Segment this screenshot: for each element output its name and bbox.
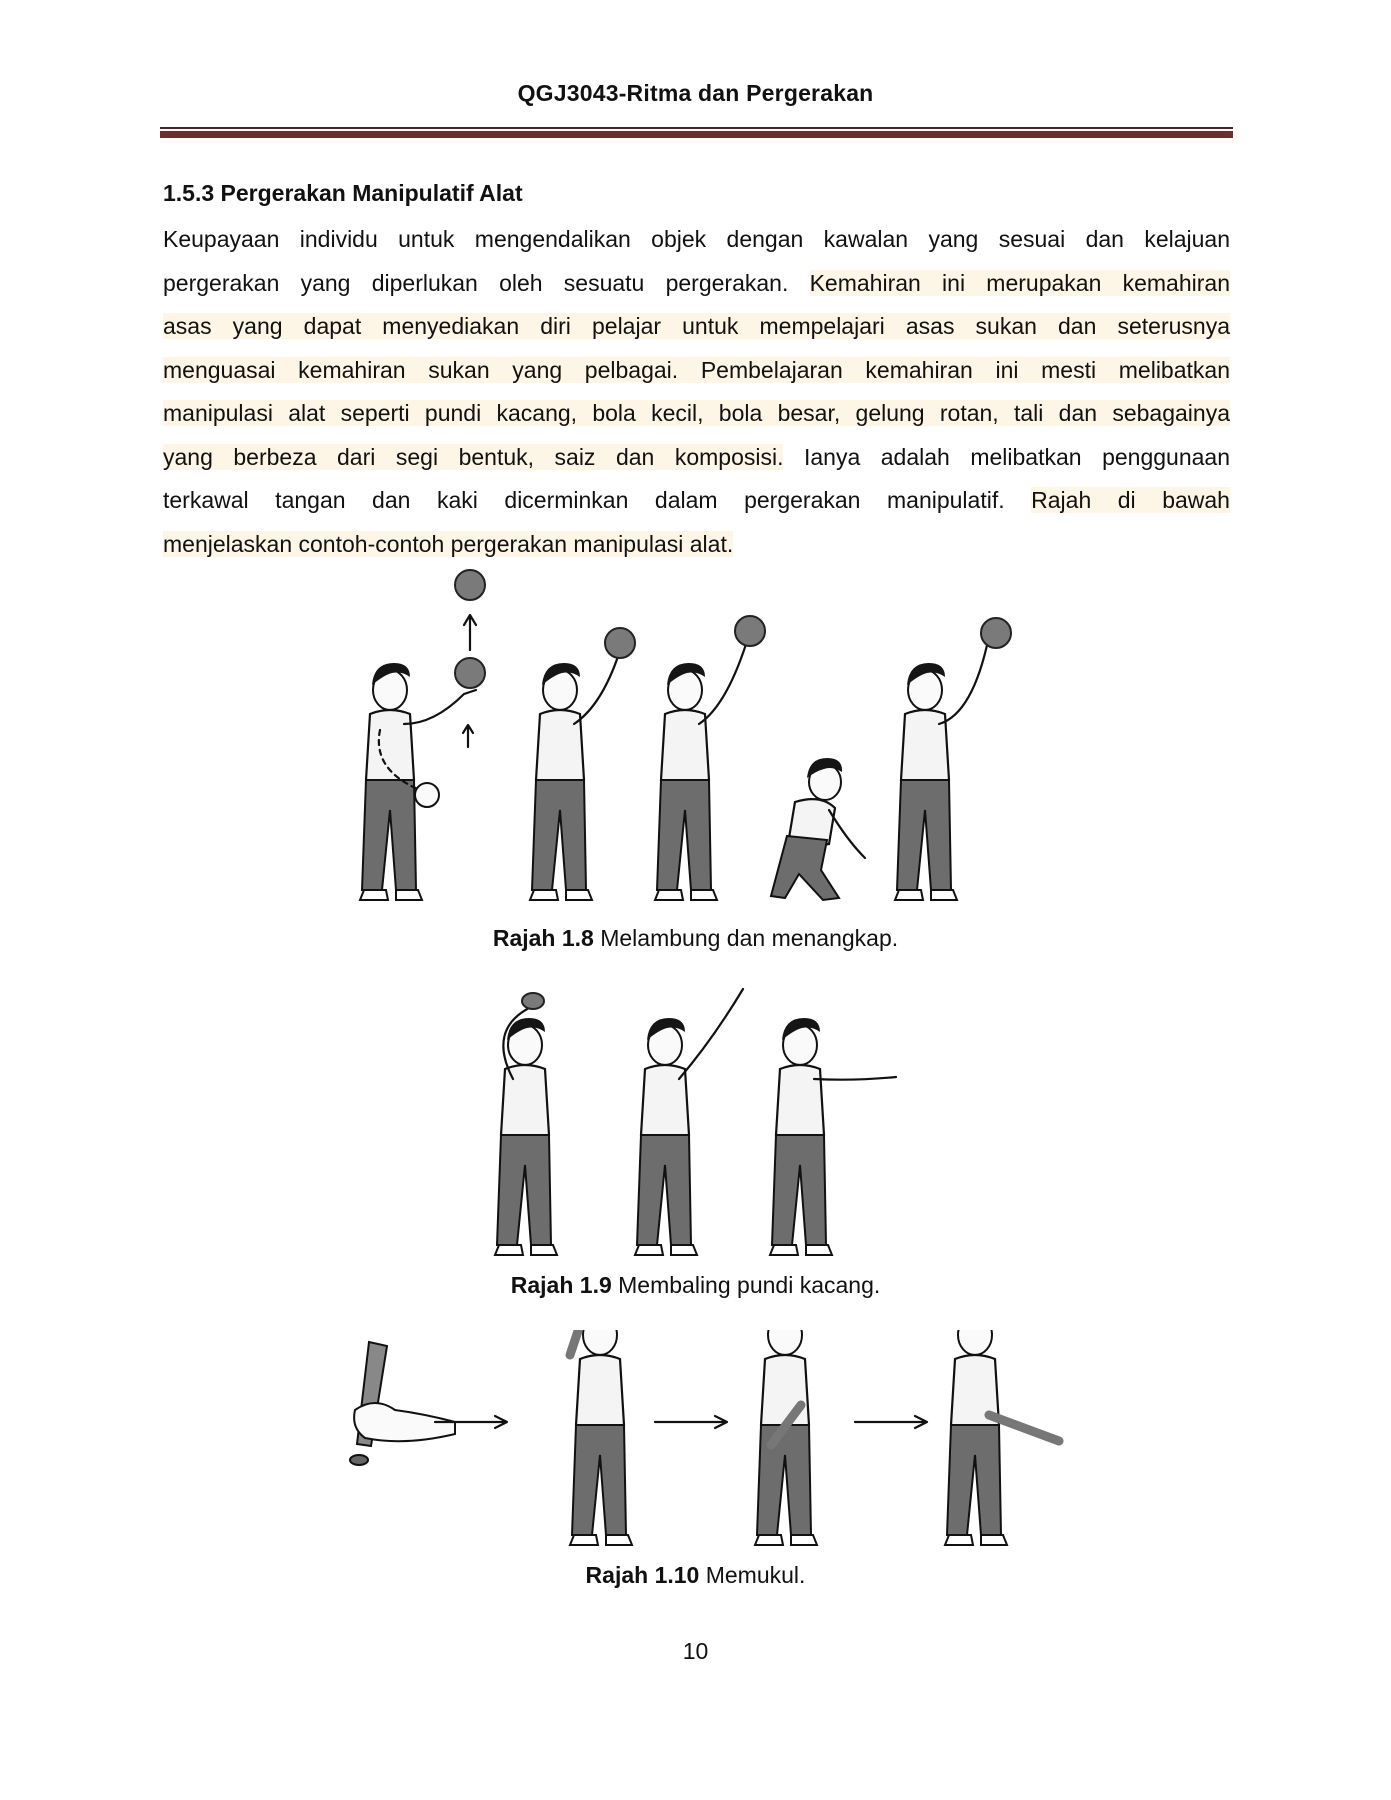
figure-1-9-boy-2	[635, 989, 743, 1255]
figure-1-8-ball-3	[735, 616, 765, 646]
figure-1-8-ball-2	[605, 628, 635, 658]
highlighted-text: Kemahiran ini merupakan kemahiran	[809, 269, 1230, 296]
body-paragraph	[163, 218, 1230, 566]
running-header-title: QGJ3043-Ritma dan Pergerakan	[517, 80, 874, 106]
highlighted-text: Rajah di bawah	[1031, 487, 1230, 513]
figure-1-8-boy-5	[895, 636, 989, 900]
highlighted-text: manipulasi alat seperti pundi kacang, bola kecil, bola besar, gelung rotan, tali dan sebagainya	[163, 400, 1230, 426]
figure-1-10-illustration	[335, 1330, 1065, 1560]
header-rule-thick	[160, 131, 1233, 138]
paragraph-line	[163, 349, 1230, 393]
figure-1-10-caption	[0, 1562, 1391, 1589]
figure-1-10-label: Rajah 1.10	[585, 1562, 700, 1588]
figure-1-10-boy-2	[755, 1330, 817, 1545]
paragraph-line	[163, 436, 1230, 480]
paragraph-text: Keupayaan individu untuk mengendalikan objek dengan kawalan yang sesuai dan kelajuan	[163, 226, 1230, 252]
highlighted-text: menguasai kemahiran sukan yang pelbagai. Pembelajaran kemahiran ini mesti melibatkan	[163, 356, 1230, 383]
page-number: 10	[682, 1638, 709, 1664]
figure-1-8-illustration	[350, 565, 1050, 910]
figure-1-9-boy-1	[495, 993, 557, 1255]
figure-1-10-bat-grip	[350, 1342, 455, 1465]
figure-1-9-label: Rajah 1.9	[510, 1272, 612, 1298]
figure-1-8-boy-4	[771, 758, 865, 900]
figure-1-9-text: Membaling pundi kacang.	[611, 1272, 881, 1298]
figure-1-10-boy-1	[570, 1330, 632, 1545]
paragraph-text: terkawal tangan dan kaki dicerminkan dalam pergerakan manipulatif.	[163, 487, 1032, 513]
figure-1-10-arrow-2	[655, 1416, 727, 1428]
figure-1-9-boy-3	[770, 1018, 896, 1255]
figure-1-9-illustration	[470, 975, 930, 1265]
figure-1-9-caption	[0, 1272, 1391, 1299]
figure-1-8-ball-mid	[455, 658, 485, 688]
paragraph-line	[163, 218, 1230, 262]
paragraph-text: Ianya adalah melibatkan penggunaan	[783, 443, 1230, 470]
section-heading: 1.5.3 Pergerakan Manipulatif Alat	[163, 180, 523, 206]
figure-1-8-boy-2	[530, 644, 622, 900]
figure-1-8-caption	[0, 925, 1391, 952]
highlighted-text: yang berbeza dari segi bentuk, saiz dan komposisi.	[163, 443, 784, 470]
highlighted-text: asas yang dapat menyediakan diri pelajar untuk mempelajari asas sukan dan seterusnya	[163, 313, 1230, 339]
figure-1-10-arrow-3	[855, 1416, 927, 1428]
figure-1-10-text: Memukul.	[699, 1562, 806, 1588]
figure-1-10-boy-3	[945, 1330, 1059, 1545]
figure-1-8-text: Melambung dan menangkap.	[593, 925, 899, 951]
paragraph-line	[163, 392, 1230, 436]
paragraph-line	[163, 305, 1230, 349]
header-rule-thin	[160, 127, 1233, 129]
figure-1-8-ball-5	[981, 618, 1011, 648]
figure-1-8-boy-1	[360, 663, 476, 900]
figure-1-8-boy-3	[655, 628, 751, 900]
paragraph-line	[163, 479, 1230, 523]
figure-1-8-ball-top	[455, 570, 485, 600]
paragraph-line	[163, 262, 1230, 306]
paragraph-line	[163, 523, 1230, 567]
paragraph-text: pergerakan yang diperlukan oleh sesuatu pergerakan.	[163, 269, 810, 296]
highlighted-text: menjelaskan contoh-contoh pergerakan manipulasi alat.	[163, 530, 734, 557]
figure-1-8-label: Rajah 1.8	[492, 925, 594, 951]
